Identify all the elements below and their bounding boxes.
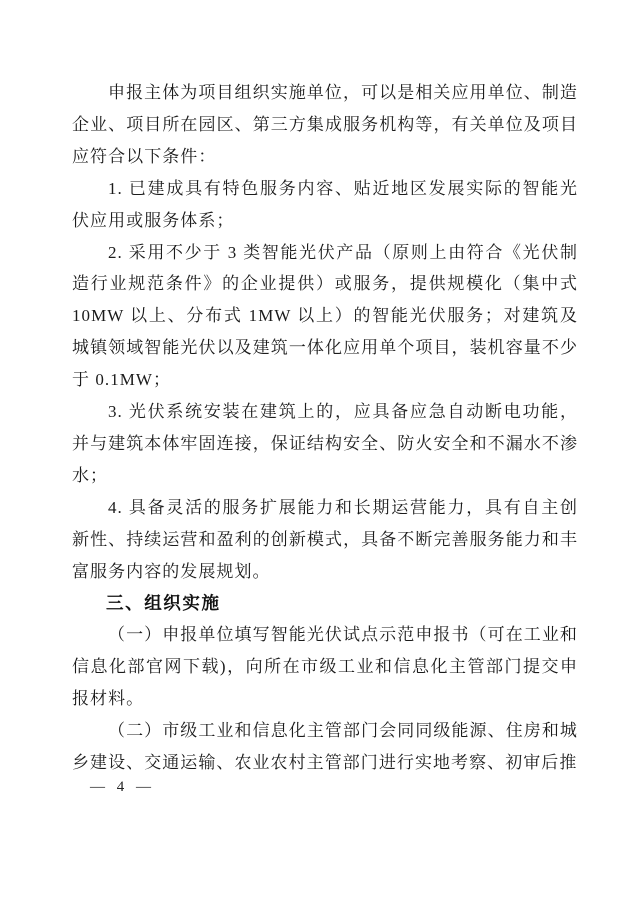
step-item-1: （一）申报单位填写智能光伏试点示范申报书（可在工业和信息化部官网下载)，向所在市级工业和信息化主管部门提交申报材料。 xyxy=(72,625,578,709)
condition-item-1: 1. 已建成具有特色服务内容、贴近地区发展实际的智能光伏应用或服务体系； xyxy=(72,178,578,230)
document-body xyxy=(72,77,578,779)
paragraph-applicant-overview: 申报主体为项目组织实施单位，可以是相关应用单位、制造企业、项目所在园区、第三方集成服务机构等，有关单位及项目应符合以下条件： xyxy=(72,83,578,166)
step-item-2: （二）市级工业和信息化主管部门会同同级能源、住房和城乡建设、交通运输、农业农村主管部门进行实地考察、初审后推 xyxy=(72,721,578,773)
condition-item-4: 4. 具备灵活的服务扩展能力和长期运营能力，具有自主创新性、持续运营和盈利的创新模式，具备不断完善服务能力和丰富服务内容的发展规划。 xyxy=(72,497,578,581)
section-heading-organization: 三、组织实施 xyxy=(106,592,221,613)
condition-item-3: 3. 光伏系统安装在建筑上的，应具备应急自动断电功能，并与建筑本体牢固连接，保证结构安全、防火安全和不漏水不渗水； xyxy=(72,402,578,485)
page-number: — 4 — xyxy=(90,779,152,795)
condition-item-2: 2. 采用不少于 3 类智能光伏产品（原则上由符合《光伏制造行业规范条件》的企业提供）或服务，提供规模化（集中式 10MW 以上、分布式 1MW 以上）的智能光伏服务；对建筑及城镇领域智能光伏以及建筑一体化应用单个项目，装机容量不少于 0.1MW； xyxy=(72,242,578,390)
